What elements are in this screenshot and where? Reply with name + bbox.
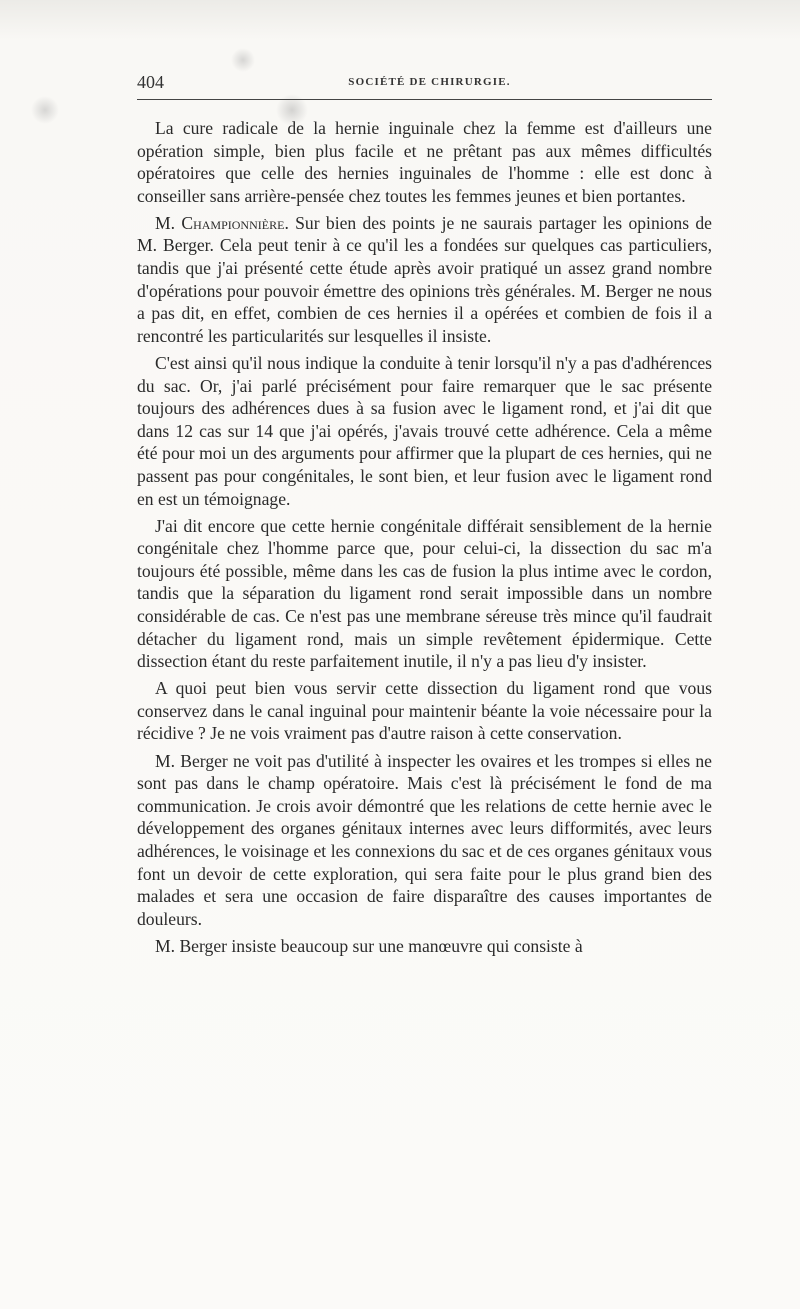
- paragraph-1: La cure radicale de la hernie inguinale chez la femme est d'ailleurs une opération simple, bien plus facile et ne prêtant pas aux mêmes difficultés opératoires que celle des hernies inguinales de l'homme : elle est donc à conseiller sans arrière-pensée chez toutes les femmes jeunes et bien portantes.: [137, 118, 712, 206]
- page-number: 404: [137, 72, 164, 92]
- header-rule: [137, 99, 712, 100]
- page-header: [137, 72, 712, 96]
- paragraph-6: M. Berger ne voit pas d'utilité à inspecter les ovaires et les trompes si elles ne sont pas dans le champ opératoire. Mais c'est là précisément le fond de ma communication. Je crois avoir démontré que les relations de cette hernie avec le développement des organes génitaux internes avec leurs difformités, avec leurs adhérences, le voisinage et les connexions du sac et de ces organes génitaux vous font un devoir de cette exploration, qui sera faite pour le plus grand bien des malades et sera une occasion de faire disparaître des causes importantes de douleurs.: [137, 750, 712, 929]
- speaker-prefix: M.: [155, 212, 182, 233]
- paragraph-5: A quoi peut bien vous servir cette dissection du ligament rond que vous conservez dans le canal inguinal pour maintenir béante la voie nécessaire pour la récidive ? Je ne vois vraiment pas d'autre raison à cette conservation.: [137, 678, 712, 744]
- paragraph-7: M. Berger insiste beaucoup sur une manœuvre qui consiste à: [155, 935, 583, 956]
- paragraph-2-text: . Sur bien des points je ne saurais partager les opinions de M. Berger. Cela peut tenir à ce qu'il les a fondées sur quelques cas particuliers, tandis que j'ai présenté cette étude après avoir pratiqué un assez grand nombre d'opérations pour pouvoir émettre des opinions très générales. M. Berger ne nous a pas dit, en effet, combien de ces hernies il a opérées et combien de fois il a rencontré les particularités sur lesquelles il insiste.: [137, 212, 712, 346]
- paragraph-3: C'est ainsi qu'il nous indique la conduite à tenir lorsqu'il n'y a pas d'adhérences du sac. Or, j'ai parlé précisément pour faire remarquer que le sac présente toujours des adhérences dues à sa fusion avec le ligament rond, et j'ai dit que dans 12 cas sur 14 que j'ai opérés, j'avais trouvé cette adhérence. Cela a même été pour moi un des arguments pour affirmer que la plupart de ces hernies, qui ne passent pas pour congénitales, le sont bien, et leur fusion avec le ligament rond en est un témoignage.: [137, 352, 712, 509]
- paragraph-4: J'ai dit encore que cette hernie congénitale différait sensiblement de la hernie congénitale chez l'homme parce que, pour celui-ci, la dissection du sac m'a toujours été possible, même dans les cas de fusion la plus intime avec le cordon, tandis que la séparation du ligament rond serait impossible dans un nombre considérable de cas. Ce n'est pas une membrane séreuse très mince qu'il faudrait détacher du ligament rond, mais un simple revêtement épidermique. Cette dissection étant du reste parfaitement inutile, il n'y a pas lieu d'y insister.: [137, 515, 712, 672]
- running-title: SOCIÉTÉ DE CHIRURGIE.: [348, 76, 511, 88]
- paragraph-2: [137, 212, 712, 348]
- speaker-name: Championnière: [181, 212, 285, 233]
- body-text: [137, 117, 712, 962]
